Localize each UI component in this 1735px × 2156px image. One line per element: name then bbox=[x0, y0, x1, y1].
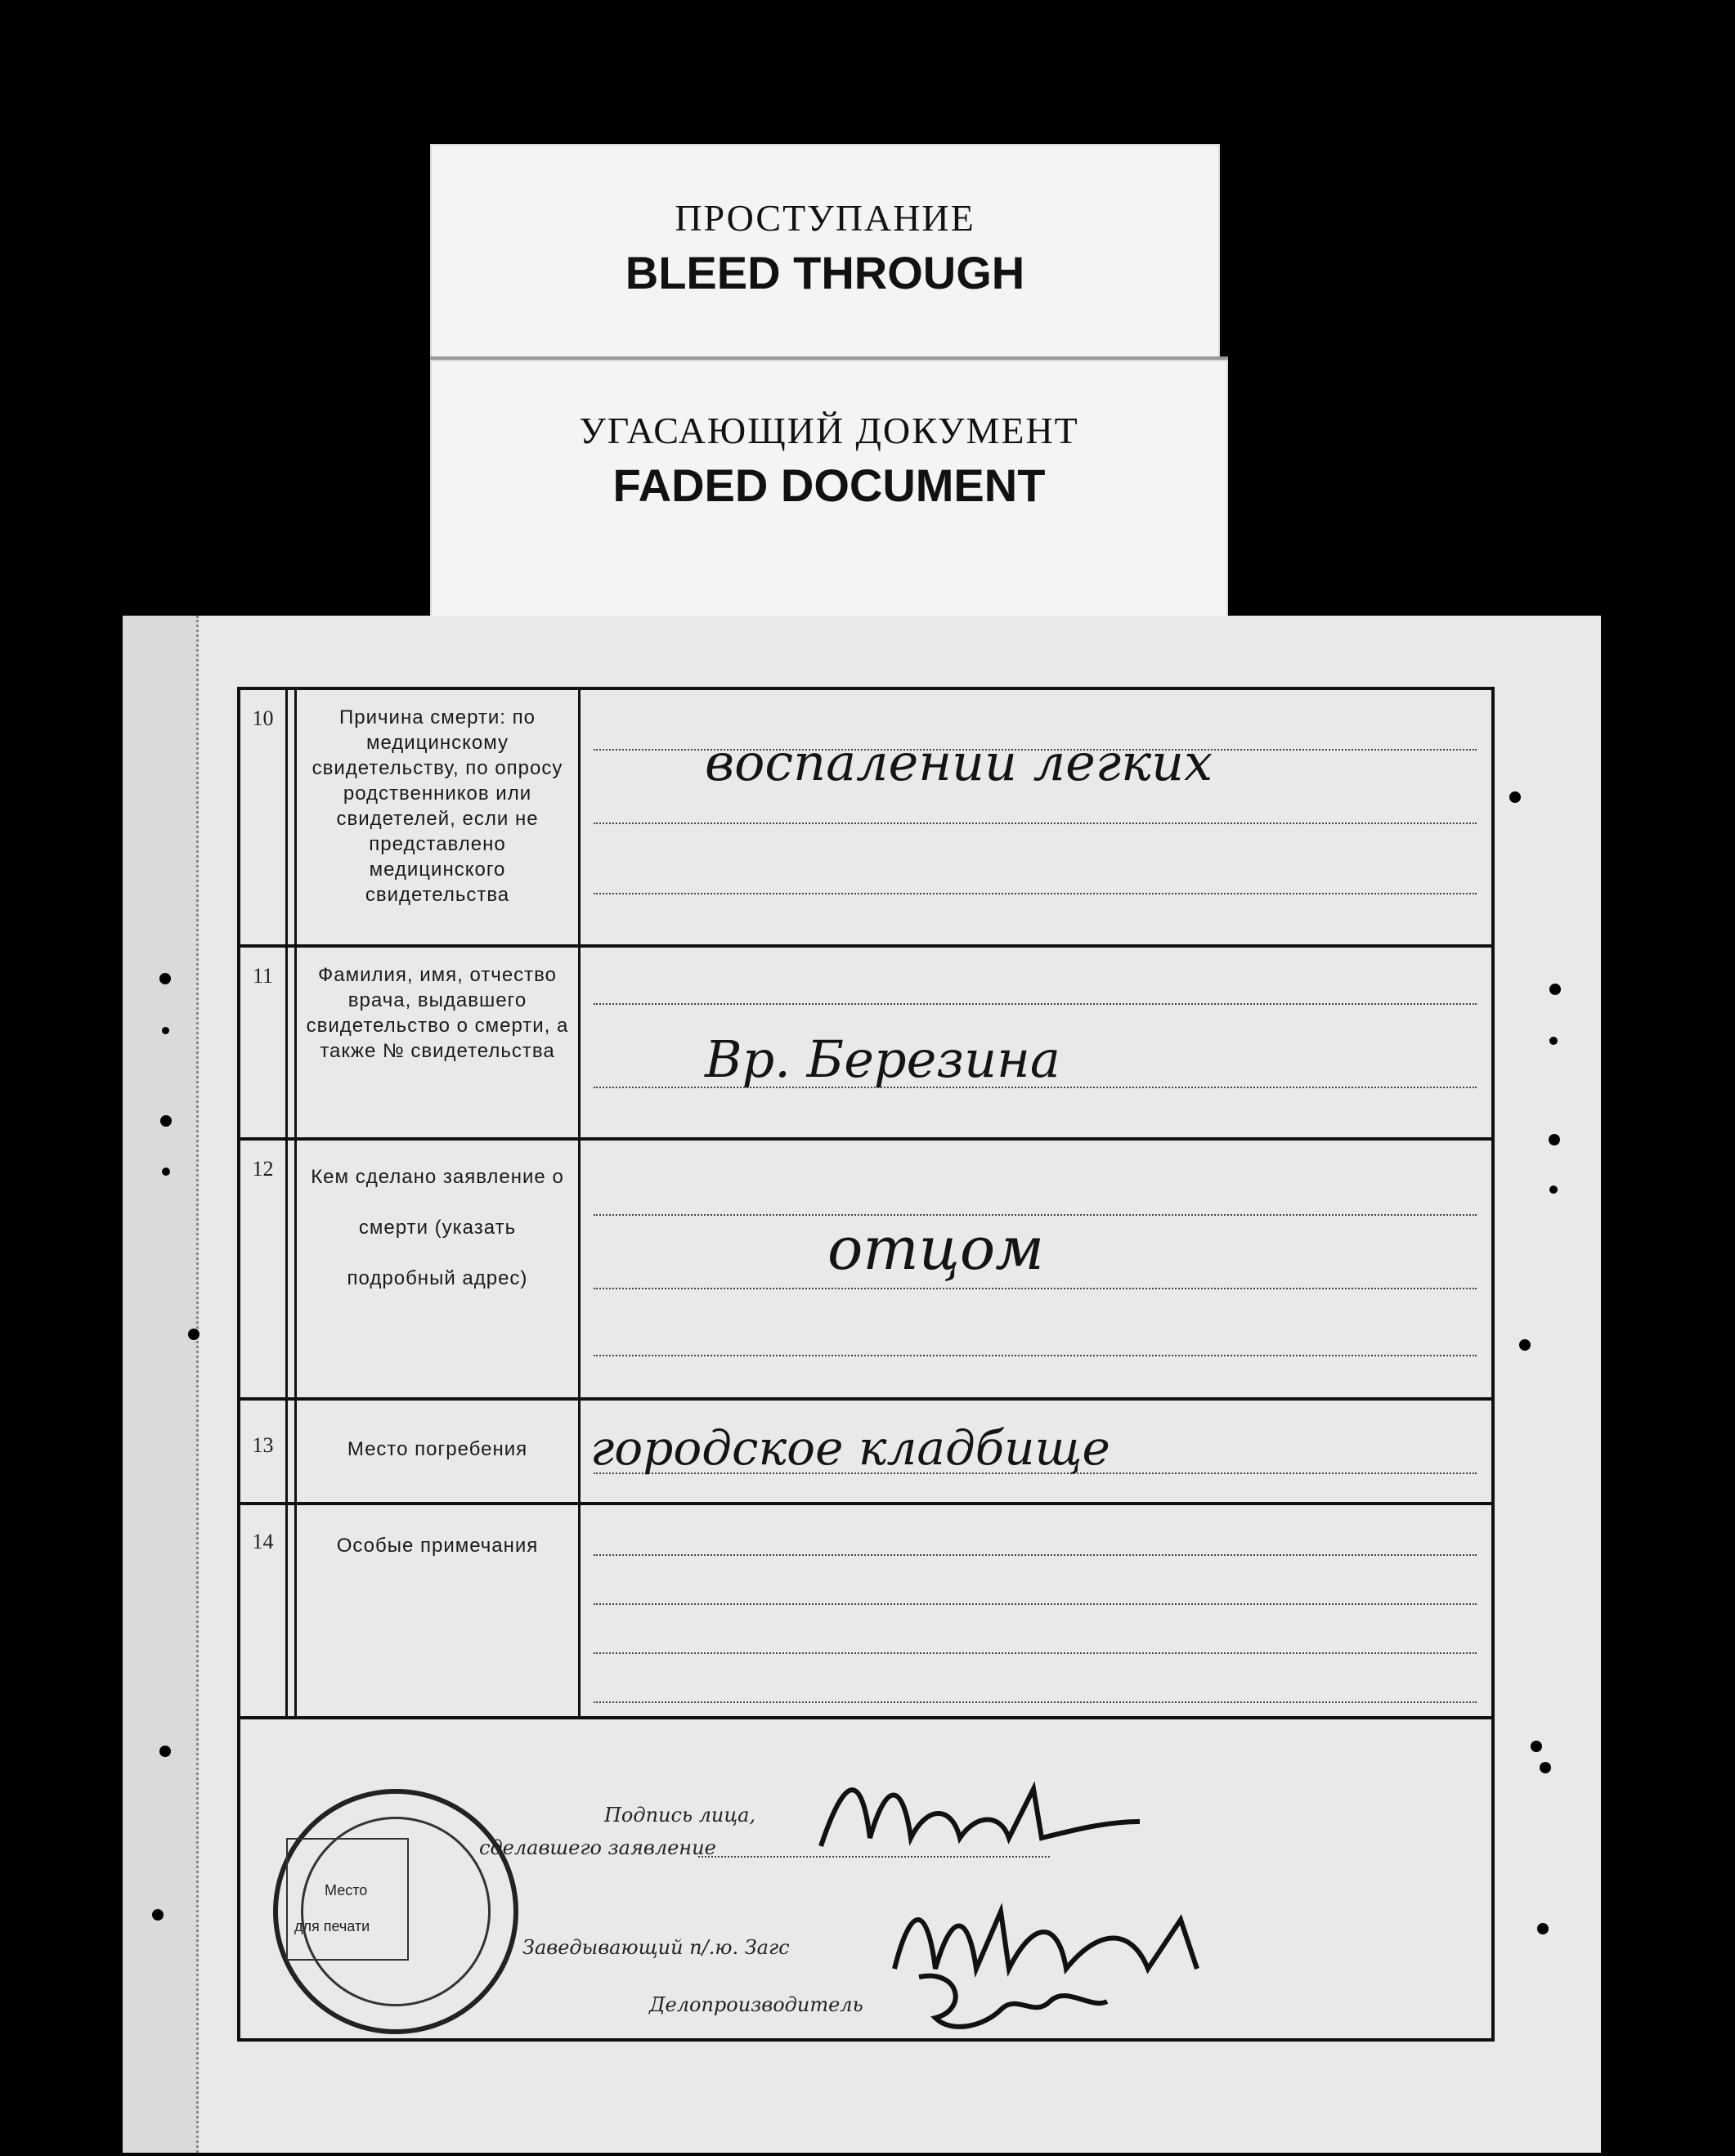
declarant-value: отцом bbox=[827, 1214, 1044, 1283]
torn-edge bbox=[123, 616, 199, 2153]
remarks-field bbox=[582, 1505, 1483, 1716]
row-label: Причина смерти: по медицинскому свидетельству, по опросу родственников или свидетелей, если не представлено медицинского свидетельства bbox=[294, 690, 581, 944]
punch-hole bbox=[152, 1909, 164, 1921]
punch-hole bbox=[1549, 1134, 1560, 1145]
punch-hole bbox=[159, 973, 171, 984]
row-label: Место погребения bbox=[294, 1401, 581, 1502]
faded-document-card bbox=[430, 360, 1228, 621]
row-number: 12 bbox=[240, 1141, 288, 1397]
doctor-value: Вр. Березина bbox=[705, 1029, 1060, 1089]
doctor-field bbox=[582, 948, 1483, 1137]
punch-hole bbox=[1540, 1762, 1551, 1773]
punch-hole bbox=[1549, 1037, 1558, 1045]
row-cause-of-death bbox=[240, 690, 1491, 948]
row-burial-place bbox=[240, 1401, 1491, 1505]
document-page bbox=[123, 616, 1601, 2153]
row-number: 14 bbox=[240, 1505, 288, 1716]
row-label: Фамилия, имя, отчество врача, выдавшего свидетельство о смерти, а также № свидетельства bbox=[294, 948, 581, 1137]
faded-document-en: FADED DOCUMENT bbox=[612, 459, 1046, 511]
declarant-field bbox=[582, 1141, 1483, 1397]
punch-hole bbox=[1549, 984, 1561, 995]
punch-hole bbox=[188, 1329, 200, 1340]
punch-hole bbox=[1519, 1339, 1531, 1351]
row-doctor bbox=[240, 948, 1491, 1141]
signature-section bbox=[240, 1740, 1491, 2038]
punch-hole bbox=[162, 1168, 170, 1176]
row-label: Кем сделано заявление о смерти (указать подробный адрес) bbox=[294, 1141, 581, 1397]
bleed-through-ru: ПРОСТУПАНИЕ bbox=[675, 197, 975, 239]
seal-placeholder bbox=[286, 1838, 409, 1961]
punch-hole bbox=[1537, 1923, 1549, 1934]
bleed-through-en: BLEED THROUGH bbox=[625, 247, 1025, 298]
faded-document-ru: УГАСАЮЩИЙ ДОКУМЕНТ bbox=[579, 410, 1079, 451]
row-number: 10 bbox=[240, 690, 288, 944]
cause-of-death-value: воспалении легких bbox=[705, 733, 1213, 792]
burial-place-value: городское кладбище bbox=[590, 1420, 1110, 1476]
row-number: 13 bbox=[240, 1401, 288, 1502]
row-declarant bbox=[240, 1141, 1491, 1401]
punch-hole bbox=[160, 1115, 172, 1127]
seal-label-line2: для печати bbox=[294, 1918, 370, 1934]
death-record-form bbox=[237, 687, 1495, 2042]
burial-place-field bbox=[582, 1401, 1483, 1502]
seal-label-line1: Место bbox=[325, 1882, 368, 1898]
clerk-signature-label: Делопроизводитель bbox=[649, 1993, 863, 2016]
punch-hole bbox=[1531, 1741, 1542, 1752]
declarant-signature bbox=[813, 1756, 1156, 1871]
row-label: Особые примечания bbox=[294, 1505, 581, 1716]
chair-signature-label: Заведывающий п/.ю. Загс bbox=[522, 1936, 790, 1959]
punch-hole bbox=[1509, 791, 1521, 803]
clerk-signature bbox=[903, 1961, 1115, 2042]
row-remarks bbox=[240, 1505, 1491, 1719]
punch-hole bbox=[162, 1027, 169, 1034]
declarant-signature-label-1: Подпись лица, bbox=[604, 1804, 756, 1827]
cause-of-death-field bbox=[582, 690, 1483, 944]
punch-hole bbox=[1549, 1186, 1558, 1194]
bleed-through-card bbox=[430, 144, 1220, 389]
declarant-signature-label-2: сделавшего заявление bbox=[479, 1836, 716, 1859]
punch-hole bbox=[159, 1746, 171, 1757]
row-number: 11 bbox=[240, 948, 288, 1137]
